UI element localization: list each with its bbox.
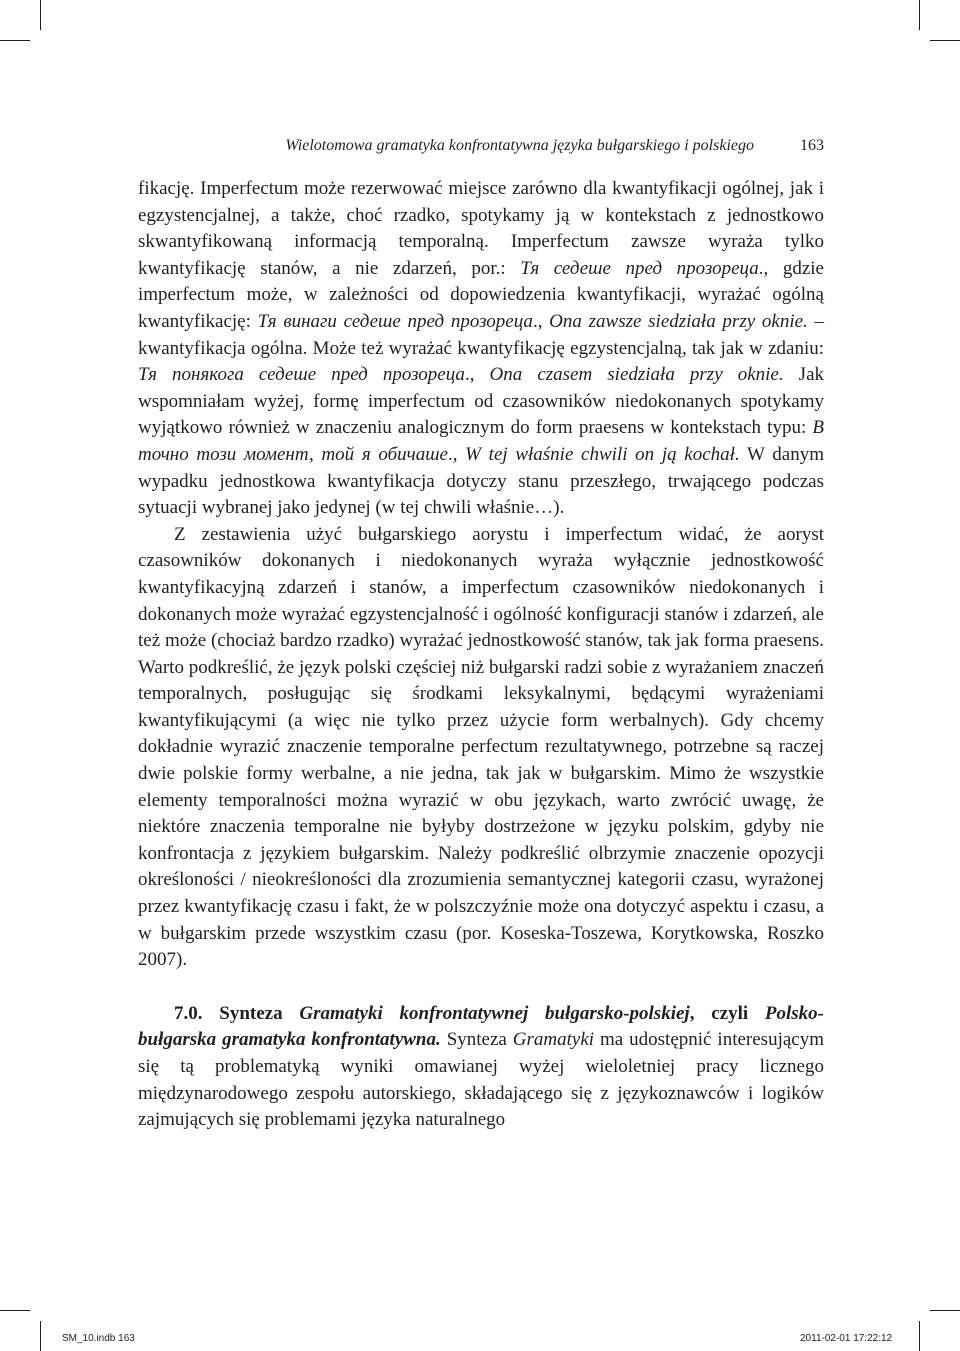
section-heading-part: , czyli bbox=[689, 1002, 765, 1024]
bulgarian-example: Тя понякога седеше пред прозореца bbox=[138, 364, 465, 386]
bulgarian-example: В точно този момент, той я обичаше bbox=[138, 417, 824, 465]
bulgarian-example: Тя седеше пред прозореца bbox=[520, 257, 759, 279]
text-run: W danym wypadku jednostkowa kwantyfikacja dotyczy stanu przeszłego, trwającego podczas sytuacji wybranej jako jedynej (w tej chwili właśnie…). bbox=[138, 443, 825, 519]
text-run: Jak wspomniałam wyżej, formę imperfectum od czasowników niedokonanych spotykamy wyjątkowo również w znaczeniu analogicznym do form praesens w kontekstach typu: bbox=[138, 364, 824, 439]
text-run: fikację. Imperfectum może rezerwować miejsce zarówno dla kwantyfikacji ogólnej, jak i egzystencjalnej, a także, choć rzadko, spotykamy ją w kontekstach z jednostkowo skwantyfikowaną informacją temporalną. Imperfectum zawsze wyraża tylko kwantyfikację stanów, a nie zdarzeń, por.: bbox=[138, 178, 824, 279]
text-run: ., bbox=[448, 443, 466, 465]
bulgarian-example: Тя винаги седеше пред прозореца bbox=[257, 310, 533, 332]
print-slug-timestamp: 2011-02-01 17:22:12 bbox=[800, 1333, 893, 1344]
paragraph-summary: Z zestawienia użyć bułgarskiego aorystu i imperfectum widać, że aoryst czasowników dokonanych i niedokonanych wyraża wyłącznie jednostkowość kwantyfikacyjną zdarzeń i stanów, a imperfectum czasowników niedokonanych i dokonanych może wyrażać egzystencjalność i ogólność konfiguracji stanów i zdarzeń, ale też może (chociaż bardzo rzadko) wyrażać jednostkowość stanów, tak jak forma praesens. Warto podkreślić, że język polski częściej niż bułgarski radzi sobie z wyrażaniem znaczeń temporalnych, posługując się środkami leksykalnymi, będącymi wyrażeniami kwantyfikującymi (a więc nie tylko przez użycie form werbalnych). Gdy chcemy dokładnie wyrazić znaczenie temporalne perfectum rezultatywnego, potrzebne są raczej dwie polskie formy werbalne, a nie jedna, tak jak w bułgarskim. Mimo że wszystkie elementy temporalności można wyrazić w obu językach, warto zwrócić uwagę, że niektóre znaczenia temporalne nie byłyby dostrzeżone w języku polskim, gdyby nie konfrontacja z językiem bułgarskim. Należy podkreślić olbrzymie znaczenie opozycji określoności / nieokreśloności dla zrozumienia semantycznej kategorii czasu, wyrażonej przez kwantyfikację czasu i fakt, że w polszczyźnie może ona dotyczyć aspektu i czasu, a w bułgarskim przede wszystkim czasu (por. Koseska-Toszewa, Korytkowska, Roszko 2007). bbox=[138, 523, 824, 971]
polish-example: Ona czasem siedziała przy oknie. bbox=[489, 364, 784, 386]
page-header bbox=[138, 132, 824, 160]
section-heading-part: Synteza bbox=[202, 1002, 300, 1024]
section-heading-title: Gramatyki konfrontatywnej bułgarsko-polskiej bbox=[299, 1002, 690, 1024]
text-run: Synteza bbox=[440, 1029, 513, 1051]
paragraph-continuation bbox=[138, 176, 824, 522]
book-title: Gramatyki bbox=[512, 1029, 595, 1051]
section-heading-title: Polsko-bułgarska gramatyka konfrontatywna. bbox=[138, 1002, 824, 1051]
section-7-0 bbox=[138, 1001, 824, 1134]
crop-mark-top-left bbox=[40, 0, 41, 30]
main-text bbox=[138, 176, 824, 1134]
text-run: ., bbox=[464, 364, 490, 386]
running-title: Wielotomowa gramatyka konfrontatywna języka bułgarskiego i polskiego bbox=[285, 137, 754, 154]
text-run: – kwantyfikacja ogólna. Może też wyrażać kwantyfikację egzystencjalną, tak jak w zdaniu: bbox=[138, 310, 825, 359]
print-slug bbox=[0, 1332, 960, 1346]
section-number: 7.0. bbox=[174, 1002, 203, 1024]
crop-mark-bottom-right-horizontal bbox=[930, 1310, 960, 1311]
text-run: ., gdzie imperfectum może, w zależności od dopowiedzenia kwantyfikacji, wyrażać ogólną kwantyfikację: bbox=[138, 257, 824, 332]
polish-example: Ona zawsze siedziała przy oknie. bbox=[549, 310, 808, 332]
crop-mark-top-left-horizontal bbox=[0, 40, 30, 41]
page-number: 163 bbox=[800, 137, 824, 154]
print-slug-file: SM_10.indb 163 bbox=[62, 1333, 135, 1344]
crop-mark-top-right bbox=[919, 0, 920, 30]
polish-example: W tej właśnie chwili on ją kochał. bbox=[465, 443, 740, 465]
text-run: ma udostępnić interesującym się tą problematyką wyniki omawianej wyżej wieloletniej pracy licznego międzynarodowego zespołu autorskiego, składającego się z językoznawców i logików zajmujących się problemami języka naturalnego bbox=[138, 1029, 824, 1131]
crop-mark-top-right-horizontal bbox=[930, 40, 960, 41]
text-run: ., bbox=[532, 310, 550, 332]
crop-mark-bottom-left-horizontal bbox=[0, 1310, 30, 1311]
